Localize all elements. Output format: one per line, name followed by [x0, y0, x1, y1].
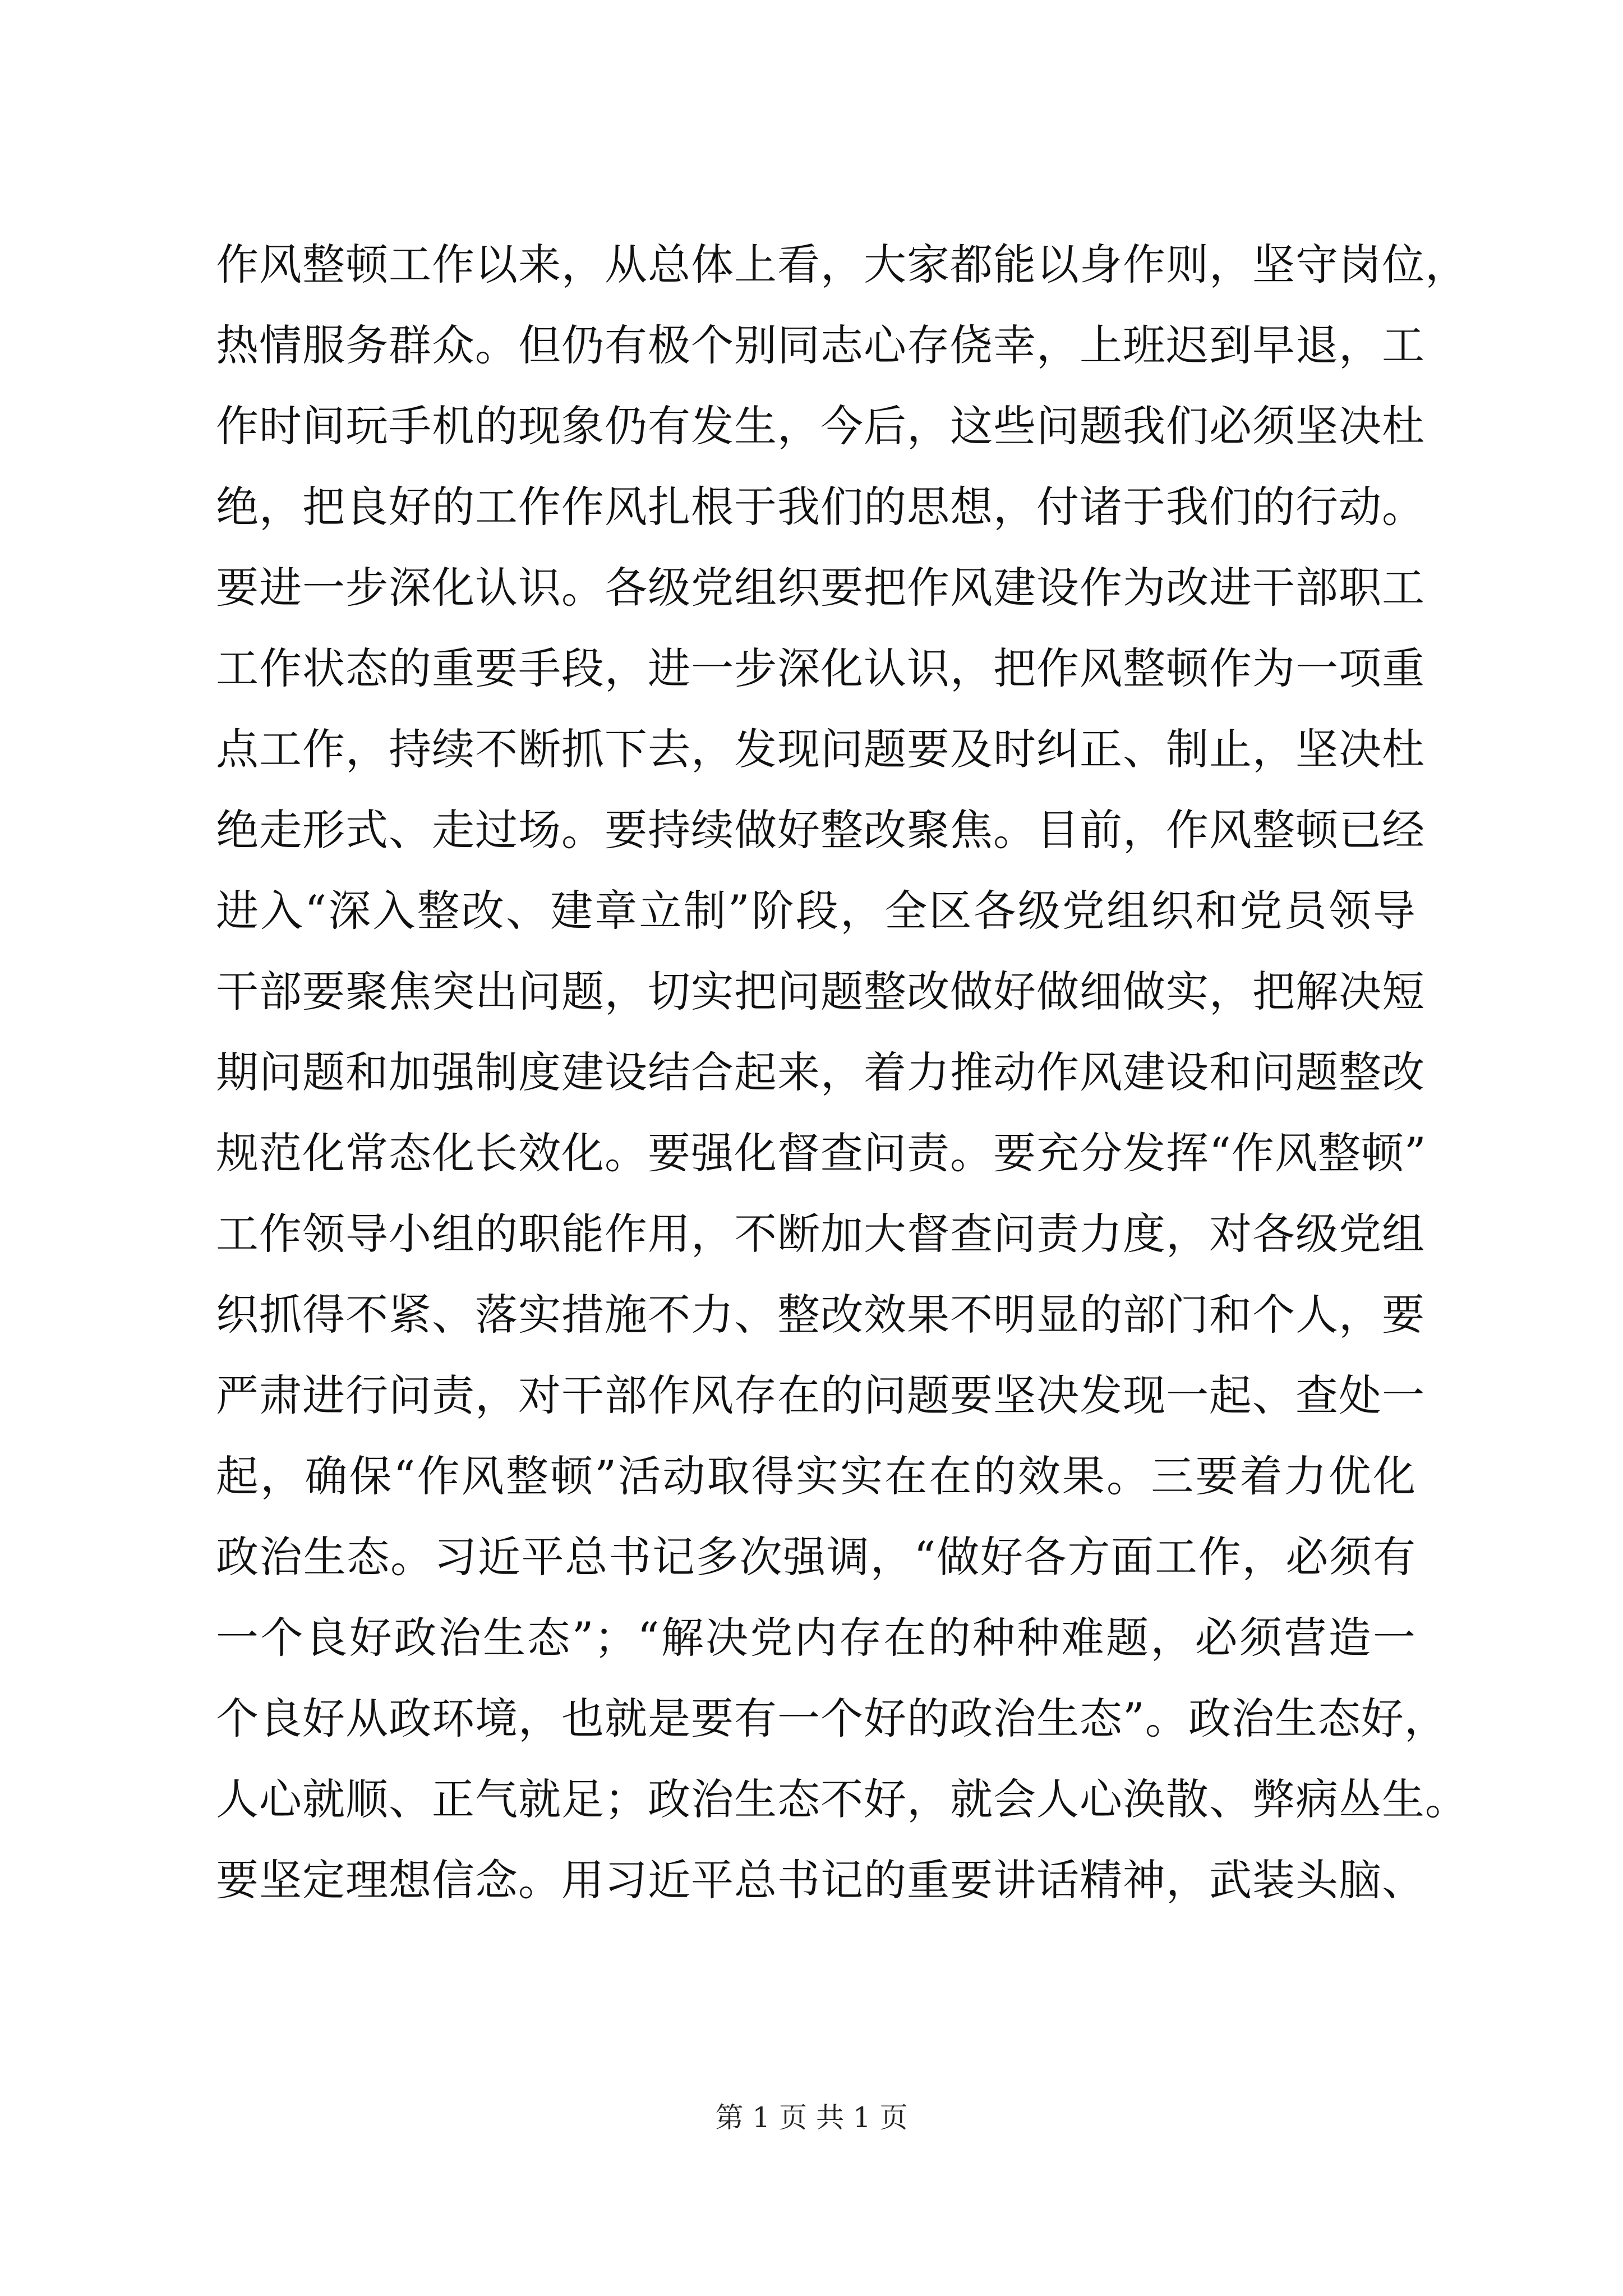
- text-line: 政治生态。习近平总书记多次强调，“做好各方面工作，必须有: [216, 1532, 1416, 1582]
- text-line: 进入“深入整改、建章立制”阶段，全区各级党组织和党员领导: [216, 886, 1416, 936]
- text-line: 作风整顿工作以来，从总体上看，大家都能以身作则，坚守岗位，: [216, 240, 1468, 289]
- text-line: 工作状态的重要手段，进一步深化认识，把作风整顿作为一项重: [216, 643, 1425, 693]
- text-line: 织抓得不紧、落实措施不力、整改效果不明显的部门和个人，要: [216, 1290, 1425, 1340]
- text-line: 起，确保“作风整顿”活动取得实实在在的效果。三要着力优化: [216, 1451, 1416, 1501]
- body-text: [216, 224, 1468, 1921]
- text-line: 人心就顺、正气就足；政治生态不好，就会人心涣散、弊病丛生。: [216, 1774, 1468, 1824]
- text-line: 作时间玩手机的现象仍有发生，今后，这些问题我们必须坚决杜: [216, 401, 1425, 451]
- text-line: 规范化常态化长效化。要强化督查问责。要充分发挥“作风整顿”: [216, 1128, 1427, 1178]
- text-line: 热情服务群众。但仍有极个别同志心存侥幸，上班迟到早退，工: [216, 320, 1425, 370]
- text-line: 干部要聚焦突出问题，切实把问题整改做好做细做实，把解决短: [216, 967, 1425, 1016]
- text-line: 要进一步深化认识。各级党组织要把作风建设作为改进干部职工: [216, 563, 1425, 613]
- text-line: 要坚定理想信念。用习近平总书记的重要讲话精神，武装头脑、: [216, 1855, 1425, 1905]
- text-line: 一个良好政治生态”；“解决党内存在的种种难题，必须营造一: [216, 1613, 1416, 1663]
- page-number: 第 1 页 共 1 页: [715, 2101, 908, 2134]
- text-line: 点工作，持续不断抓下去，发现问题要及时纠正、制止，坚决杜: [216, 724, 1425, 774]
- text-line: 工作领导小组的职能作用，不断加大督查问责力度，对各级党组: [216, 1209, 1425, 1259]
- text-line: 严肃进行问责，对干部作风存在的问题要坚决发现一起、查处一: [216, 1370, 1425, 1420]
- text-line: 绝，把良好的工作作风扎根于我们的思想，付诸于我们的行动。: [216, 482, 1425, 532]
- page-footer: [0, 2101, 1623, 2134]
- text-line: 绝走形式、走过场。要持续做好整改聚焦。目前，作风整顿已经: [216, 805, 1425, 855]
- text-line: 个良好从政环境，也就是要有一个好的政治生态”。政治生态好，: [216, 1694, 1447, 1743]
- text-line: 期问题和加强制度建设结合起来，着力推动作风建设和问题整改: [216, 1047, 1425, 1097]
